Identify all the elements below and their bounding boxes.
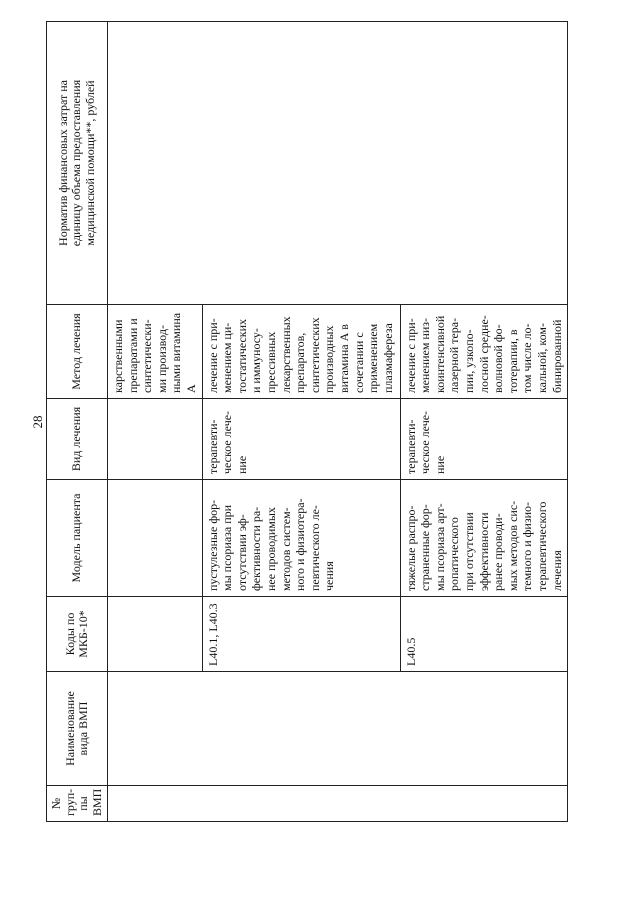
patient-model-cell: пустулезные фор- мы псориаза при отсутствии эф- фективности ра- нее проводимых методов систем- ного и физиотера- певтического ле- чения bbox=[202, 480, 400, 597]
treatment-method-cell: карственными препаратами и синтетически- ми производ- ными витамина А bbox=[108, 305, 203, 399]
cost-norm-cell bbox=[108, 22, 568, 305]
header-row bbox=[47, 22, 108, 822]
group-number-cell bbox=[108, 786, 568, 822]
table-row bbox=[108, 22, 203, 822]
icd-code-cell bbox=[108, 597, 203, 672]
treatment-method-cell: лечение с при- менением низ- коинтенсивной лазерной тера- пии, узкопо- лосной средне- волновой фо- тотерапии, в том числе ло- кальной, ком- бинированной bbox=[400, 305, 568, 399]
col-vmp-name: Наименование вида ВМП bbox=[47, 672, 108, 786]
rotated-table-wrapper bbox=[46, 22, 564, 822]
vmp-name-cell bbox=[108, 672, 568, 786]
col-cost-norm: Норматив финансовых затрат на единицу объема предоставления медицинской помощи**, рублей bbox=[47, 22, 108, 305]
treatment-type-cell: терапевти- ческое лече- ние bbox=[202, 399, 400, 480]
col-icd-codes: Коды по МКБ-10* bbox=[47, 597, 108, 672]
icd-code-cell: L40.5 bbox=[400, 597, 568, 672]
patient-model-cell bbox=[108, 480, 203, 597]
col-treatment-type: Вид лечения bbox=[47, 399, 108, 480]
col-group-number: № груп- пы ВМП bbox=[47, 786, 108, 822]
icd-code-cell: L40.1, L40.3 bbox=[202, 597, 400, 672]
patient-model-cell: тяжелые распро- страненные фор- мы псориаза арт- ропатического при отсутствии эффективности ранее проводи- мых методов сис- темного и физио- терапевтического лечения bbox=[400, 480, 568, 597]
treatment-type-cell bbox=[108, 399, 203, 480]
page-number: 28 bbox=[30, 415, 45, 429]
vmp-table bbox=[46, 21, 568, 822]
col-patient-model: Модель пациента bbox=[47, 480, 108, 597]
treatment-method-cell: лечение с при- менением ци- тостатических и иммуносу- прессивных лекарственных препаратов, синтетических производных витамина А в сочетании с применением плазмафереза bbox=[202, 305, 400, 399]
col-treatment-method: Метод лечения bbox=[47, 305, 108, 399]
treatment-type-cell: терапевти- ческое лече- ние bbox=[400, 399, 568, 480]
